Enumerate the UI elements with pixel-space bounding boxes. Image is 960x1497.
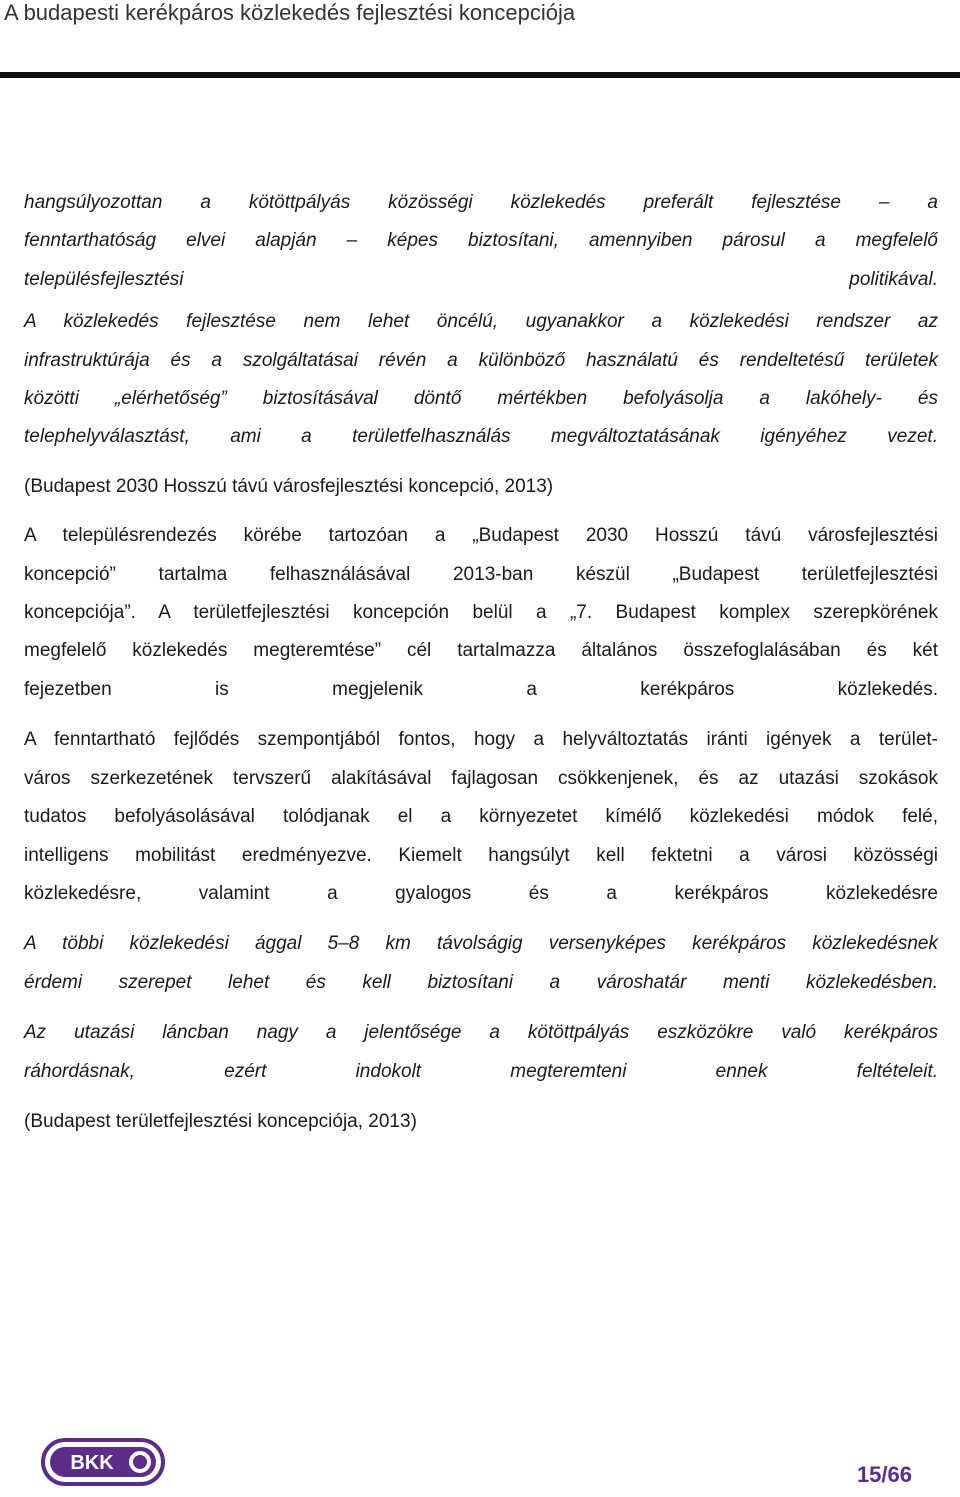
paragraph-quote-4 (24, 1014, 938, 1091)
header-divider (0, 72, 960, 78)
paragraph-body (24, 517, 938, 709)
line: településfejlesztési politikával. (24, 268, 938, 290)
line: fejezetben is megjelenik a kerékpáros közlekedés. (24, 678, 938, 700)
line: tudatos befolyásolásával tolódjanak el a környezetet kímélő közlekedési módok felé, (24, 806, 938, 828)
line: koncepció” tartalma felhasználásával 2013-ban készül „Budapest területfejlesztési (24, 563, 938, 585)
line: Az utazási láncban nagy a jelentősége a kötöttpályás eszközökre való kerékpáros (24, 1022, 938, 1044)
line: (Budapest 2030 Hosszú távú városfejlesztési koncepció, 2013) (24, 475, 554, 497)
line: A közlekedés fejlesztése nem lehet öncélú, ugyanakkor a közlekedési rendszer az (24, 311, 938, 333)
line: koncepciója”. A területfejlesztési koncepción belül a „7. Budapest komplex szerepkörének (24, 602, 938, 624)
document-body (24, 184, 938, 1141)
paragraph-continuation (24, 184, 938, 299)
citation-1 (24, 468, 938, 506)
line: hangsúlyozottan a kötöttpályás közösségi közlekedés preferált fejlesztése – a (24, 192, 938, 213)
line: fenntarthatóság elvei alapján – képes biztosítani, amennyiben párosul a megfelelő (24, 230, 938, 252)
paragraph-quote-2 (24, 721, 938, 913)
line: (Budapest területfejlesztési koncepciója, 2013) (24, 1110, 417, 1132)
citation-2 (24, 1103, 938, 1141)
line: A többi közlekedési ággal 5–8 km távolságig versenyképes kerékpáros közlekedésnek (24, 933, 938, 955)
bkk-logo-icon (40, 1432, 168, 1492)
line: ráhordásnak, ezért indokolt megteremteni ennek feltételeit. (24, 1060, 938, 1082)
line: közötti „elérhetőség” biztosításával döntő mértékben befolyásolja a lakóhely- és (24, 388, 938, 410)
paragraph-quote-1 (24, 303, 938, 457)
line: intelligens mobilitást eredményezve. Kiemelt hangsúlyt kell fektetni a városi közösségi (24, 844, 938, 866)
line: A fenntartható fejlődés szempontjából fontos, hogy a helyváltoztatás iránti igények a terület- (24, 729, 938, 751)
line: telephelyválasztást, ami a területfelhasználás megváltoztatásának igényéhez vezet. (24, 426, 938, 448)
paragraph-quote-3 (24, 925, 938, 1002)
bkk-logo (40, 1432, 168, 1492)
line: város szerkezetének tervszerű alakításával fajlagosan csökkenjenek, és az utazási szokások (24, 767, 938, 789)
line: megfelelő közlekedés megteremtése” cél tartalmazza általános összefoglalásában és két (24, 640, 938, 662)
line: infrastruktúrája és a szolgáltatásai révén a különböző használatú és rendeltetésű területek (24, 349, 938, 371)
logo-text: BKK (70, 1452, 114, 1474)
line: A településrendezés körébe tartozóan a „Budapest 2030 Hosszú távú városfejlesztési (24, 525, 938, 547)
header-title: A budapesti kerékpáros közlekedés fejlesztési koncepciója (4, 0, 576, 25)
page-number: 15/66 (856, 1462, 912, 1487)
line: közlekedésre, valamint a gyalogos és a kerékpáros közlekedésre (24, 882, 938, 904)
page-header (0, 0, 960, 78)
line: érdemi szerepet lehet és kell biztosítani a városhatár menti közlekedésben. (24, 971, 938, 993)
